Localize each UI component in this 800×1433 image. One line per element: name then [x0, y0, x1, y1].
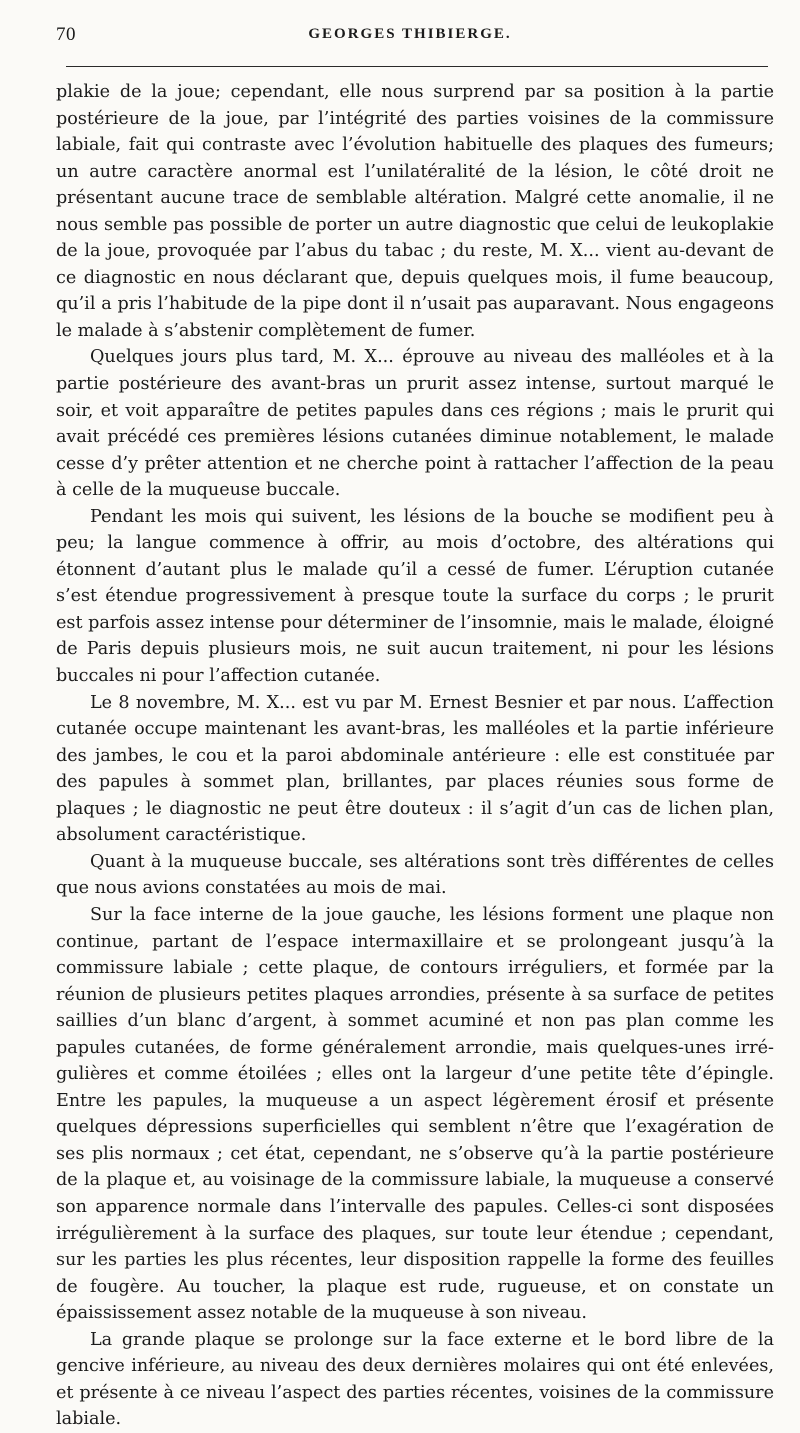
paragraph: Quelques jours plus tard, M. X... éprouve au niveau des malléoles et à la partie postérieure des avant-bras un prurit assez intense, surtout marqué le soir, et voit apparaître de petites papules dans ces régions ; mais le prurit qui avait précédé ces premières lésions cutanées diminue notablement, le malade cesse d’y prêter attention et ne cherche point à rattacher l’affection de la peau à celle de la muqueuse buccale.	[56, 347, 774, 501]
header-rule	[66, 66, 768, 67]
paragraph: Quant à la muqueuse buccale, ses altérations sont très différentes de celles que nous avions constatées au mois de mai.	[56, 851, 774, 899]
page	[46, 22, 774, 1433]
body-text	[46, 79, 774, 1433]
paragraph: La grande plaque se prolonge sur la face externe et le bord libre de la gencive inférieure, au niveau des deux dernières molaires qui ont été enlevées, et présente à ce niveau l’aspect des parties récentes, voisines de la commissure labiale.	[56, 1329, 774, 1430]
running-title: GEORGES THIBIERGE.	[308, 26, 512, 42]
paragraph: Le 8 novembre, M. X... est vu par M. Ernest Besnier et par nous. L’affection cutanée occupe maintenant les avant-bras, les malléoles et la partie inférieure des jambes, le cou et la paroi abdominale antérieure : elle est constituée par des papules à sommet plan, brillantes, par places réunies sous forme de plaques ; le diagnostic ne peut être douteux : il s’agit d’un cas de lichen plan, absolument caractéristique.	[56, 692, 774, 846]
paragraph-continuation: plakie de la joue; cependant, elle nous surprend par sa position à la partie postérieure de la joue, par l’intégrité des parties voisines de la commissure labiale, fait qui contraste avec l’évolution habituelle des plaques des fumeurs; un autre caractère anormal est l’unilatéralité de la lésion, le côté droit ne présentant aucune trace de semblable altération. Malgré cette anomalie, il ne nous semble pas possible de porter un autre diagnostic que celui de leukoplakie de la joue, provoquée par l’abus du tabac ; du reste, M. X... vient au-devant de ce diagnostic en nous déclarant que, depuis quelques mois, il fume beaucoup, qu’il a pris l’habitude de la pipe dont il n’usait pas auparavant. Nous engageons le malade à s’abstenir complètement de fumer.	[56, 82, 774, 341]
running-head	[46, 22, 774, 52]
paragraph: Sur la face interne de la joue gauche, les lésions forment une plaque non continue, partant de l’espace intermaxillaire et se prolongeant jusqu’à la commissure labiale ; cette plaque, de contours irréguliers, et formée par la réunion de plusieurs petites plaques arrondies, présente à sa surface de petites saillies d’un blanc d’argent, à sommet acuminé et non pas plan comme les papules cutanées, de forme généralement arrondie, mais quelques-unes irrégulières et comme étoilées ; elles ont la largeur d’une petite tête d’épingle. Entre les papules, la muqueuse a un aspect légèrement érosif et présente quelques dépressions superficielles qui semblent n’être que l’exagération de ses plis normaux ; cet état, cependant, ne s’observe qu’à la partie postérieure de la plaque et, au voisinage de la commissure labiale, la muqueuse a conservé son apparence normale dans l’intervalle des papules. Celles-ci sont disposées irrégulièrement à la surface des plaques, sur toute leur étendue ; cependant, sur les parties les plus récentes, leur disposition rappelle la forme des feuilles de fougère. Au toucher, la plaque est rude, rugueuse, et on constate un épaississement assez notable de la muqueuse à son niveau.	[56, 904, 774, 1324]
paragraph: Pendant les mois qui suivent, les lésions de la bouche se modifient peu à peu; la langue commence à offrir, au mois d’octobre, des altérations qui étonnent d’autant plus le malade qu’il a cessé de fumer. L’éruption cutanée s’est étendue progressivement à presque toute la surface du corps ; le prurit est parfois assez intense pour déterminer de l’insomnie, mais le malade, éloigné de Paris depuis plusieurs mois, ne suit aucun traitement, ni pour les lésions buccales ni pour l’affection cutanée.	[56, 506, 774, 687]
page-number: 70	[56, 24, 76, 45]
